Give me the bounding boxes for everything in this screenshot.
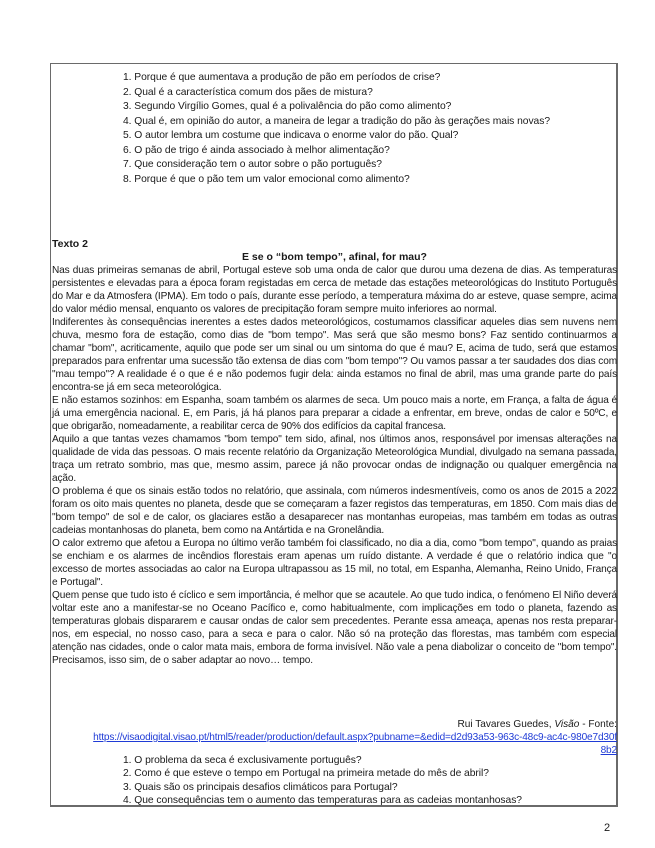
question-item: 2. Qual é a característica comum dos pães de mistura?: [123, 86, 373, 98]
question-item: 5. O autor lembra um costume que indicava o enorme valor do pão. Qual?: [123, 130, 459, 141]
question-item: 2. Como é que esteve o tempo em Portugal na primeira metade do mês de abril?: [123, 768, 489, 780]
question-item: 1. O problema da seca é exclusivamente português?: [123, 755, 362, 766]
article-paragraph: O calor extremo que afetou a Europa no último verão também foi classificado, no dia a dia, como "bom tempo", quando as praias se enchiam e os alarmes de incêndios florestais eram apenas um ruído distante. A verdade é que o relatório indica que "o excesso de mortes associadas ao calor na Europa ultrapassou as 15 mil, no total, em Espanha, Alemanha, Reino Unido, França e Portugal".: [52, 538, 617, 588]
question-item: 1. Porque é que aumentava a produção de pão em períodos de crise?: [123, 72, 441, 83]
article-title: E se o “bom tempo”, afinal, for mau?: [242, 251, 427, 263]
publication-name: Visão: [554, 719, 580, 730]
question-item: 6. O pão de trigo é ainda associado à melhor alimentação?: [123, 144, 390, 156]
article-paragraph: O problema é que os sinais estão todos no relatório, que assinala, com números indesmentíveis, como os anos de 2015 a 2022 foram os oito mais quentes no planeta, desde que se começaram a fazer registos das temperaturas, em 1850. Com mais dias de "bom tempo" de sol e de calor, os glaciares estão a desaparecer nas montanhas europeias, mas também em todas as outras cadeias montanhosas do planeta, bem como na Antártida e na Gronelândia.: [52, 486, 617, 536]
article-paragraph: Aquilo a que tantas vezes chamamos "bom tempo" tem sido, afinal, nos últimos anos, responsável por imensas alterações na qualidade de vida das pessoas. O mais recente relatório da Organização Meteorológica Mundial, divulgado na semana passada, traça um retrato sombrio, mas que, mesmo assim, parece já não provocar ondas de indignação ou qualquer emergência na ação.: [52, 434, 617, 484]
question-item: 4. Qual é, em opinião do autor, a maneira de legar a tradição do pão às gerações mais novas?: [123, 115, 550, 127]
question-item: 8. Porque é que o pão tem um valor emocional como alimento?: [123, 173, 410, 185]
article-paragraph: Nas duas primeiras semanas de abril, Portugal esteve sob uma onda de calor que durou uma dezena de dias. As temperaturas persistentes e elevadas para a época foram registadas em cerca de metade das estações meteorológicas do Instituto Português do Mar e da Atmosfera (IPMA). Em todo o país, durante esse período, a temperatura máxima do ar esteve, quase sempre, acima do valor médio mensal, enquanto os valores de precipitação foram sempre muito inferiores ao normal.: [52, 265, 617, 315]
article-paragraph: E não estamos sozinhos: em Espanha, soam também os alarmes de seca. Um pouco mais a norte, em França, a falta de água é já uma emergência nacional. E, em Paris, já há planos para preparar a cidade a enfrentar, em breve, ondas de calor e 50ºC, e que obrigarão, nomeadamente, a reabilitar cerca de 90% dos edifícios da capital francesa.: [52, 395, 617, 432]
question-item: 3. Segundo Virgílio Gomes, qual é a polivalência do pão como alimento?: [123, 101, 452, 112]
section-label: Texto 2: [52, 238, 88, 250]
article-body: [52, 264, 617, 667]
question-item: 7. Que consideração tem o autor sobre o pão português?: [123, 159, 382, 170]
questions-texto1: [123, 71, 550, 187]
questions-texto2: [123, 754, 522, 807]
source-link[interactable]: https://visaodigital.visao.pt/html5/reader/production/default.aspx?pubname=&edid=d2d93a53-963c-48c9-ac4c-980e7d30f8b2: [93, 732, 617, 756]
page-number: 2: [604, 822, 611, 834]
article-paragraph: Indiferentes às consequências inerentes a estes dados meteorológicos, costumamos classificar aqueles dias sem nuvens nem chuva, mesmo fora de estação, como dias de "bom tempo". Mas será que são mesmo bons? Faz sentido continuarmos a chamar "bom", acriticamente, aquilo que pode ser um sinal ou um sintoma do que é mau? E, acima de tudo, será que estamos preparados para enfrentar uma sucessão tão extensa de dias com "bom tempo"? Ou vamos passar a ter saudades dos dias com "mau tempo"? A realidade é o que é e não podemos fugir dela: ainda estamos no final de abril, mas uma grande parte do país encontra-se já em seca meteorológica.: [52, 317, 617, 393]
article-paragraph: Quem pense que tudo isto é cíclico e sem importância, é melhor que se acautele. Ao que tudo indica, o fenómeno El Niño deverá voltar este ano a manifestar-se no Oceano Pacífico e, como habitualmente, com implicações em todo o planeta, fazendo as temperaturas globais dispararem e causar ondas de calor sem precedentes. Perante essa ameaça, apenas nos resta preparar-nos, em especial, no nosso caso, para a seca e para o calor. Não só na proteção das florestas, mas também com especial atenção nas cidades, onde o calor mata mais, embora de forma invisível. Não vale a pena diabolizar o conceito de "bom tempo". Precisamos, isso sim, de o saber adaptar ao novo… tempo.: [52, 590, 617, 666]
author-name: Rui Tavares Guedes,: [457, 719, 555, 730]
source-label: - Fonte:: [579, 719, 617, 730]
attribution: [52, 718, 617, 731]
question-item: 3. Quais são os principais desafios climáticos para Portugal?: [123, 781, 398, 793]
question-item: 4. Que consequências tem o aumento das temperaturas para as cadeias montanhosas?: [123, 794, 522, 806]
